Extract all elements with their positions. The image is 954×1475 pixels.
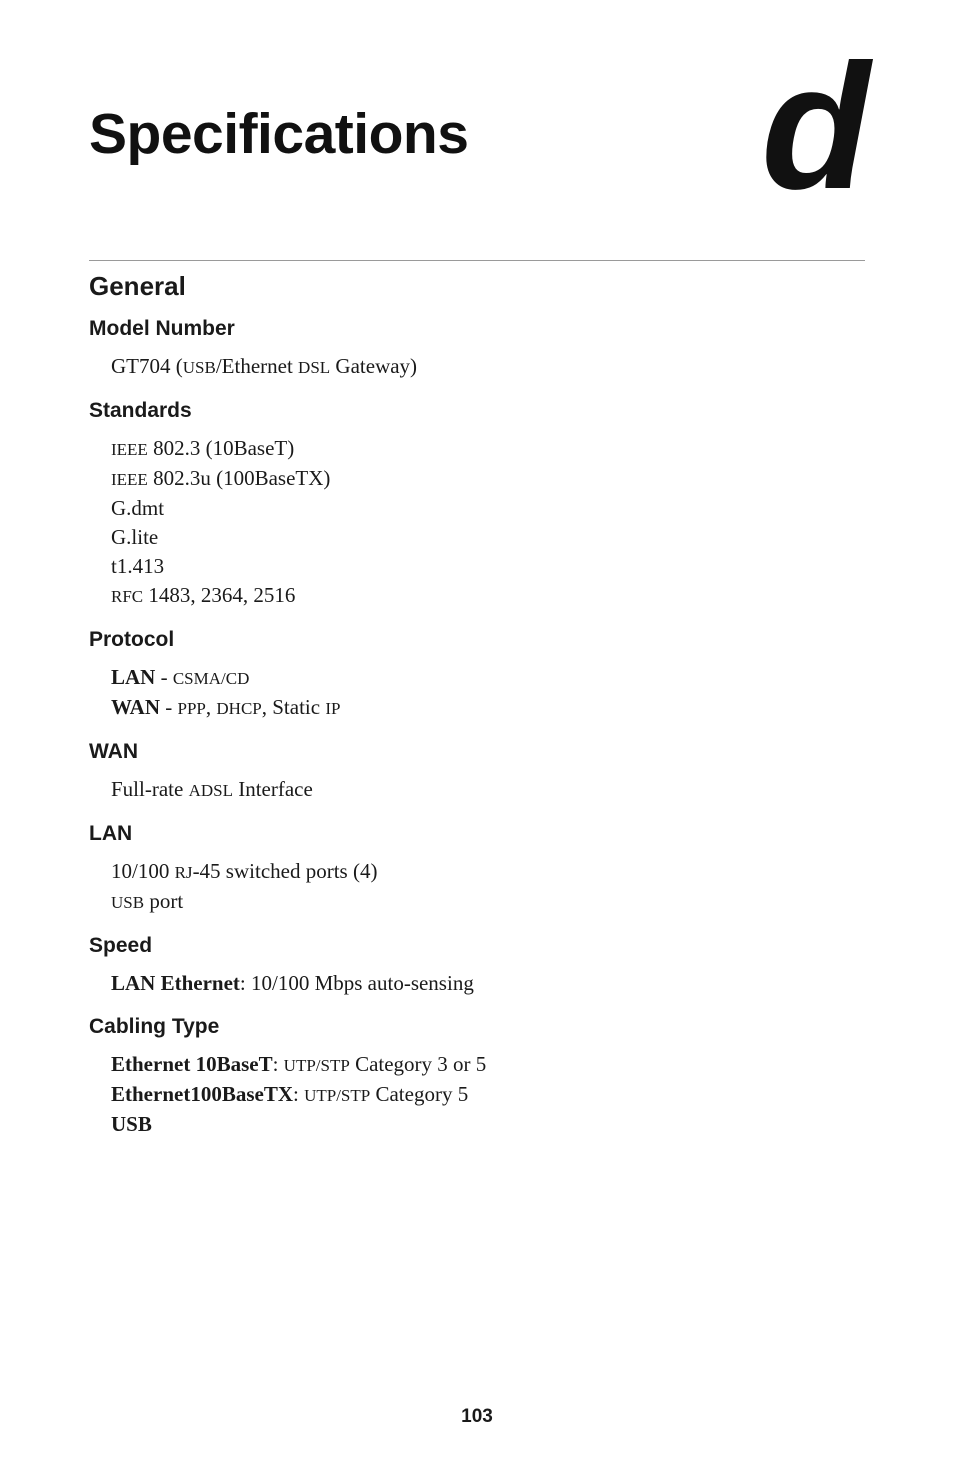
spec-lines: [89, 1046, 865, 1139]
text: UTP/STP: [304, 1086, 371, 1105]
spec-label: LAN: [89, 822, 133, 845]
spec-line: [111, 352, 865, 382]
spec-line: [111, 663, 865, 693]
spec-protocol: [89, 621, 865, 723]
text: Category 5: [370, 1082, 469, 1106]
spec-line: [111, 857, 865, 887]
text: 10/100: [111, 859, 175, 883]
text: Gateway): [330, 354, 418, 378]
text: : 10/100 Mbps auto-sensing: [239, 971, 474, 995]
text: /Ethernet: [215, 354, 299, 378]
spec-lines: [89, 430, 865, 611]
spec-line: USB: [111, 1112, 152, 1136]
spec-label: Cabling Type: [89, 1015, 220, 1038]
spec-label: Standards: [89, 399, 192, 422]
spec-label: WAN: [89, 740, 138, 763]
spec-line: [111, 434, 865, 464]
spec-lines: [89, 771, 865, 805]
text: 1483, 2364, 2516: [143, 583, 296, 607]
text: Full-rate: [111, 777, 189, 801]
page-number: 103: [461, 1406, 493, 1427]
spec-line: [111, 1050, 865, 1080]
text: Ethernet100BaseTX: [111, 1082, 293, 1106]
text: ADSL: [188, 781, 233, 800]
spec-line: [111, 775, 865, 805]
spec-speed: [89, 927, 865, 998]
spec-lines: [89, 659, 865, 723]
text: ,: [205, 695, 217, 719]
text: PPP: [177, 699, 206, 718]
section-heading-general: General: [89, 271, 186, 301]
spec-line: [111, 969, 865, 998]
spec-lines: [89, 965, 865, 998]
text: RFC: [111, 587, 144, 606]
text: -: [155, 665, 173, 689]
text: IEEE: [111, 440, 148, 459]
text: :: [272, 1052, 284, 1076]
page-title: Specifications: [89, 102, 469, 166]
text: , Static: [261, 695, 326, 719]
text: DHCP: [216, 699, 262, 718]
spec-label: Protocol: [89, 628, 175, 651]
text: -45 switched ports (4): [192, 859, 378, 883]
text: GT704 (: [111, 354, 183, 378]
text: IEEE: [111, 470, 148, 489]
text: LAN: [111, 665, 156, 689]
text: CSMA/CD: [172, 669, 250, 688]
spec-wan: [89, 733, 865, 805]
text: -: [160, 695, 178, 719]
text: DSL: [298, 358, 331, 377]
text: RJ: [174, 863, 193, 882]
spec-line: t1.413: [111, 554, 165, 578]
spec-cabling-type: [89, 1008, 865, 1139]
text: UTP/STP: [283, 1056, 350, 1075]
text: 802.3u (100BaseTX): [147, 466, 331, 490]
text: 802.3 (10BaseT): [147, 436, 295, 460]
text: Ethernet 10BaseT: [111, 1052, 273, 1076]
text: LAN Ethernet: [111, 971, 240, 995]
spec-lines: [89, 348, 865, 382]
spec-standards: [89, 392, 865, 611]
text: IP: [325, 699, 341, 718]
spec-label: Speed: [89, 934, 153, 957]
spec-line: [111, 1080, 865, 1110]
text: WAN: [111, 695, 161, 719]
text: Interface: [232, 777, 313, 801]
spec-line: [111, 887, 865, 917]
spec-content: [89, 268, 865, 1149]
chapter-letter: d: [761, 27, 870, 226]
text: :: [293, 1082, 305, 1106]
spec-line: [111, 581, 865, 611]
text: port: [144, 889, 184, 913]
heading-divider: [89, 260, 865, 261]
spec-lan: [89, 815, 865, 917]
spec-label: Model Number: [89, 317, 235, 340]
text: Category 3 or 5: [349, 1052, 487, 1076]
spec-model-number: [89, 310, 865, 382]
text: USB: [182, 358, 216, 377]
spec-line: G.dmt: [111, 496, 165, 520]
text: USB: [111, 893, 145, 912]
spec-line: [111, 464, 865, 494]
spec-line: [111, 693, 865, 723]
spec-lines: [89, 853, 865, 917]
spec-line: G.lite: [111, 525, 159, 549]
